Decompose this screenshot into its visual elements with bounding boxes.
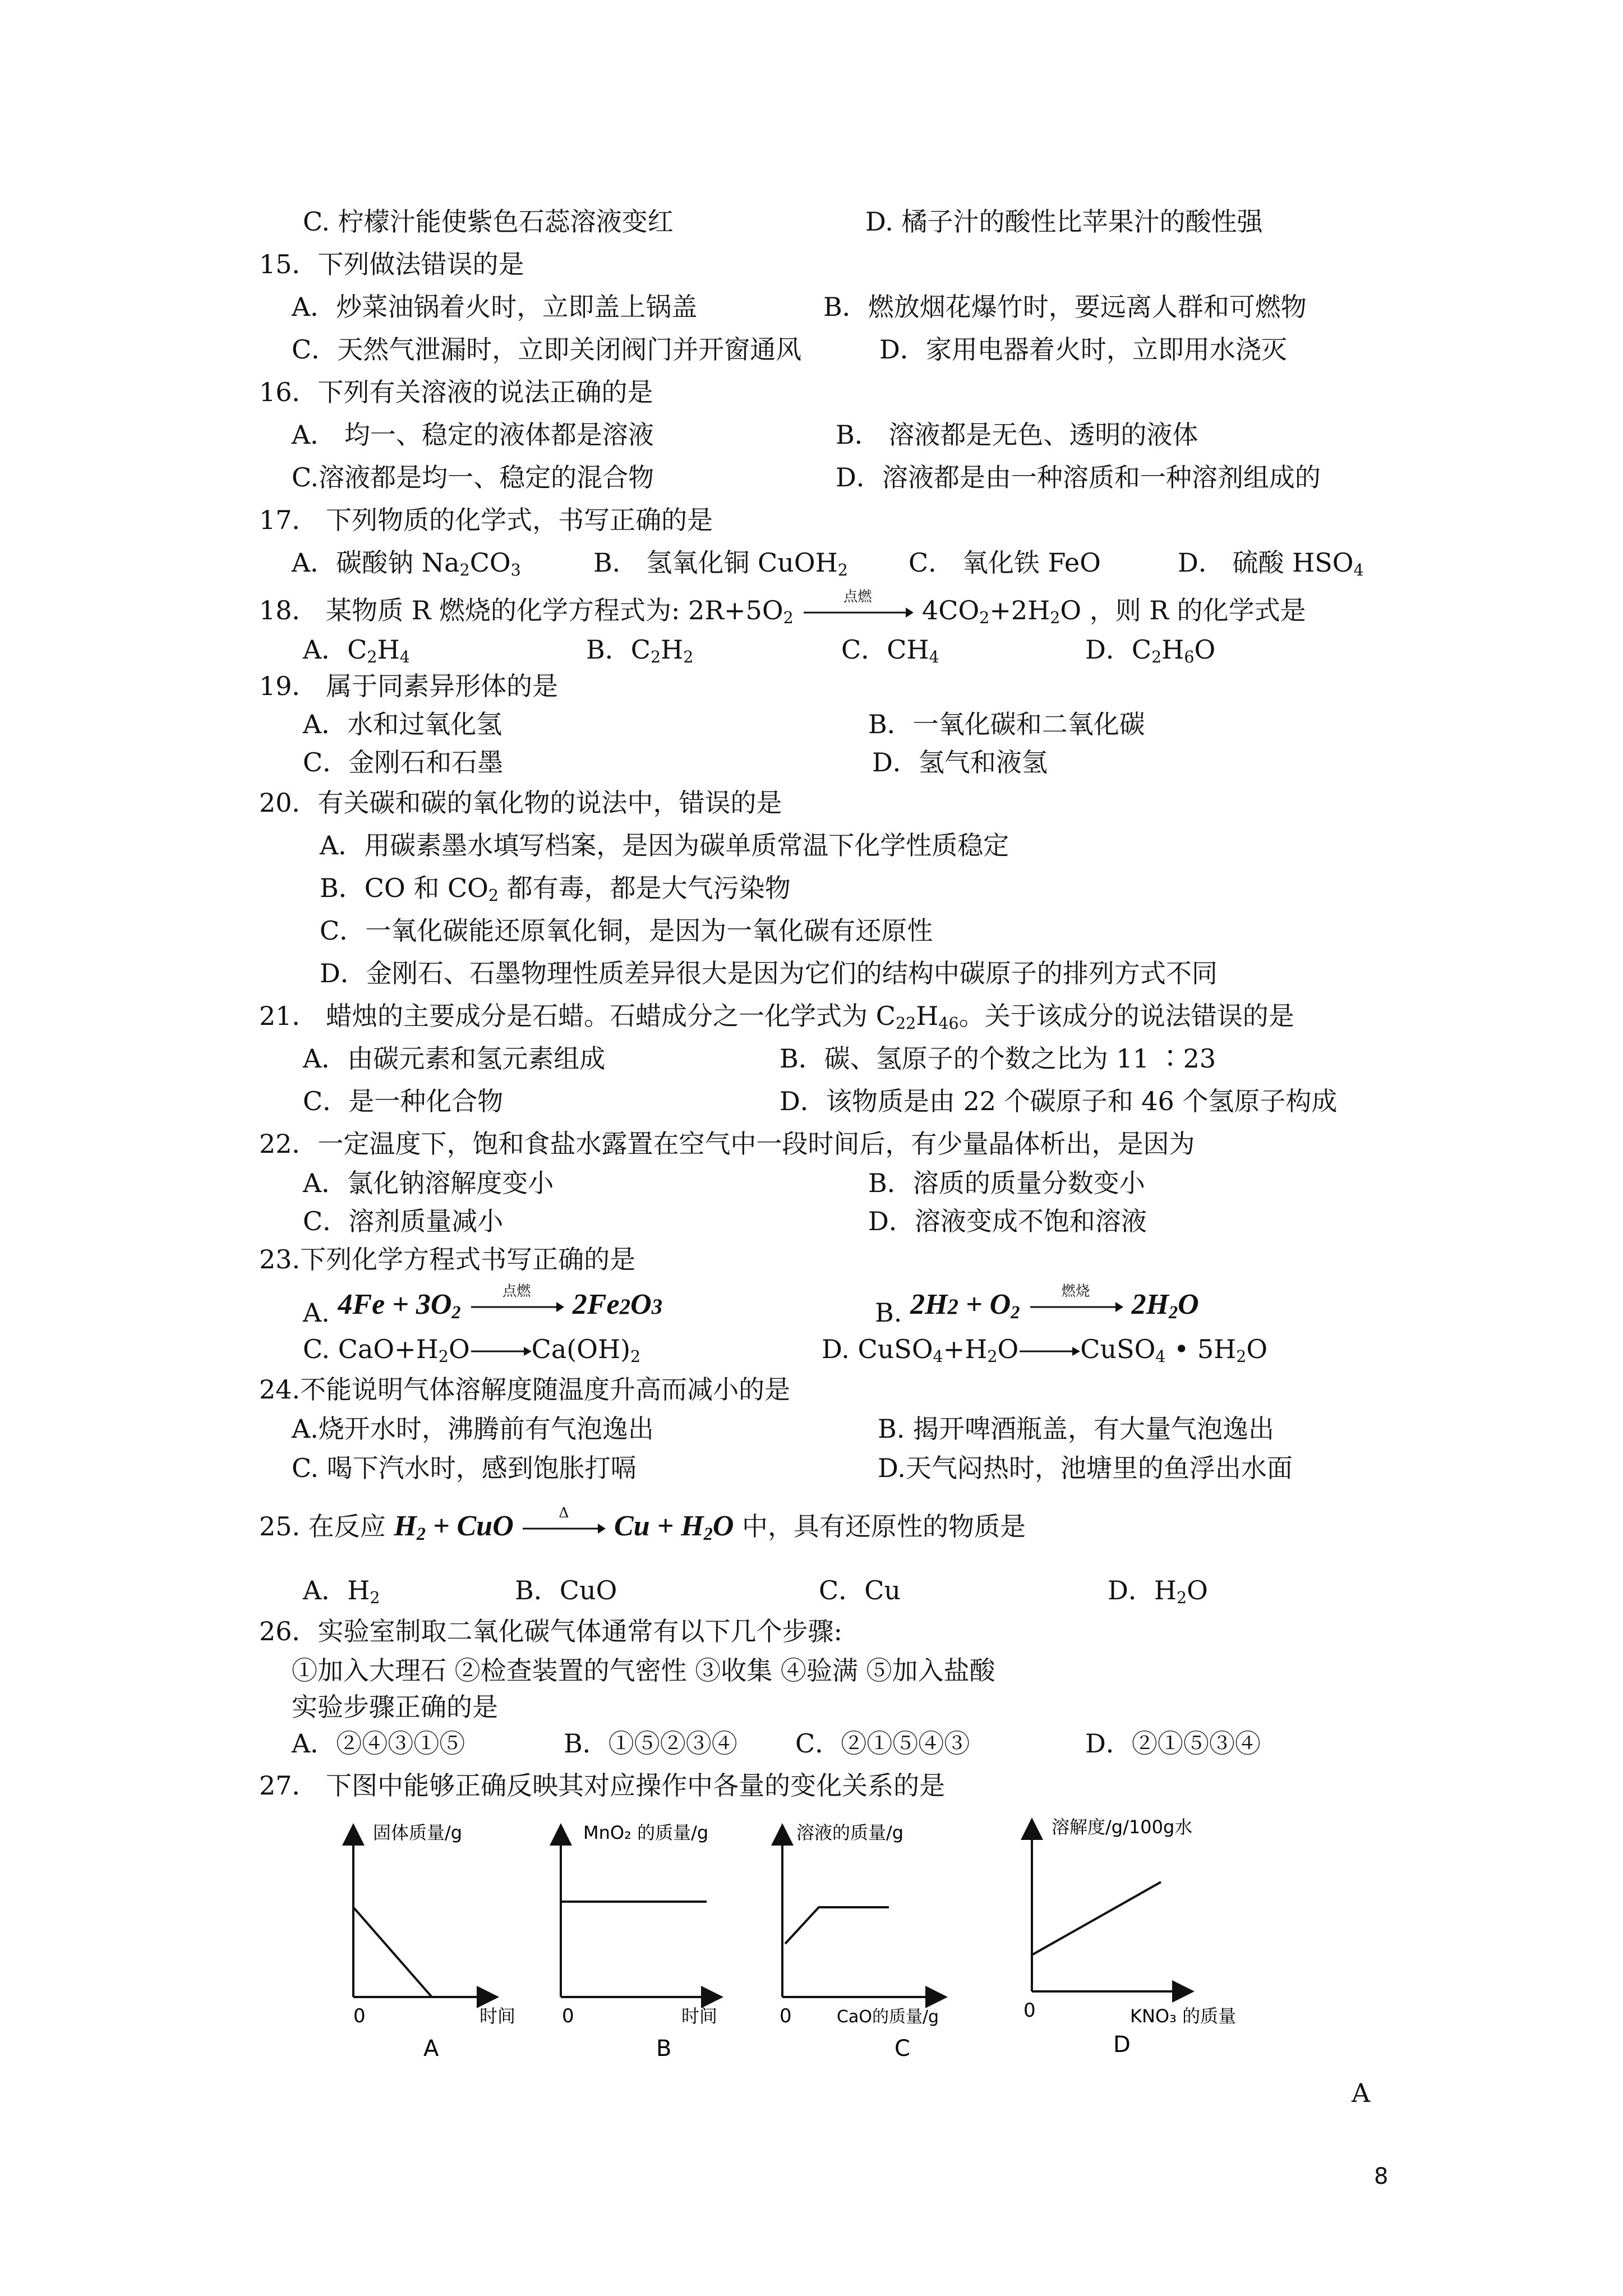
q21-option-b: B．碳、氢原子的个数之比为 11 ∶23 [780,1043,1216,1074]
graph-a-ylabel: 固体质量/g [373,1822,463,1843]
q15-option-c: C．天然气泄漏时，立即关闭阀门并开窗通风 [292,334,802,365]
graph-b-tag: B [656,2036,672,2062]
q23-option-b: B. $2H2 + O_2$ 燃烧 $2H_2O$ [875,1283,1199,1328]
q20-option-d: D．金刚石、石墨物理性质差异很大是因为它们的结构中碳原子的排列方式不同 [320,958,1218,988]
q24-option-b: B. 揭开啤酒瓶盖，有大量气泡逸出 [878,1414,1275,1444]
reaction-arrow: 点燃 [469,1292,564,1318]
q24-stem: 24.不能说明气体溶解度随温度升高而减小的是 [259,1374,791,1405]
q18-option-c: C．$CH_4$ [841,634,939,667]
q18-option-b: B．$C_2H_2$ [586,634,694,667]
reaction-arrow [470,1343,532,1360]
q26-option-b: B．①⑤②③④ [564,1728,737,1759]
graph-a-xlabel: 时间 [479,2005,516,2027]
q20-option-c: C．一氧化碳能还原氧化铜，是因为一氧化碳有还原性 [320,915,933,946]
q18-option-d: D．$C_2H_6O$ [1085,634,1216,667]
q16-option-b: B． 溶液都是无色、透明的液体 [836,420,1198,450]
reaction-arrow: 点燃 [801,597,914,623]
q19-option-c: C．金刚石和石墨 [303,747,504,777]
graph-d-line [1032,1882,1161,1955]
q23-stem: 23.下列化学方程式书写正确的是 [259,1244,636,1274]
q19-option-d: D．氢气和液氢 [872,747,1048,777]
reaction-arrow: 燃烧 [1028,1292,1123,1318]
q16-option-d: D．溶液都是由一种溶质和一种溶剂组成的 [836,462,1321,493]
q25-option-a: A．$H_2$ [303,1575,380,1608]
graph-a [353,1822,515,2062]
q25-option-c: C．Cu [819,1575,901,1605]
q27-graphs [0,1812,1623,2092]
graph-d-tag: D [1113,2032,1131,2058]
q17-stem: 17． 下列物质的化学式，书写正确的是 [259,505,713,535]
graph-a-line [353,1907,432,1997]
q26-line2: 实验步骤正确的是 [292,1692,498,1722]
graph-b-xlabel: 时间 [681,2005,718,2027]
q14-option-c: C. 柠檬汁能使紫色石蕊溶液变红 [303,206,674,237]
q20-option-a: A．用碳素墨水填写档案，是因为碳单质常温下化学性质稳定 [320,830,1009,861]
q24-option-d: D.天气闷热时，池塘里的鱼浮出水面 [878,1453,1293,1483]
q26-option-c: C．②①⑤④③ [795,1728,970,1759]
q25-stem: 25. 在反应 $H_2$ + CuO Δ $Cu + H_2O$ 中，具有还原性的物质是 [259,1504,1026,1544]
reaction-arrow [1018,1343,1080,1360]
graph-b-origin: 0 [562,2005,574,2027]
q19-stem: 19． 属于同素异形体的是 [259,671,559,701]
q22-option-d: D．溶液变成不饱和溶液 [868,1206,1147,1236]
graph-b-ylabel: MnO₂ 的质量/g [583,1822,709,1843]
graph-d [1023,1816,1236,2058]
q17-option-d: D． 硫酸 $HSO_4$ [1178,547,1364,580]
q18-option-a: A．$C_2H_4$ [303,634,410,667]
q20-stem: 20．有关碳和碳的氧化物的说法中，错误的是 [259,788,782,818]
graph-c-ylabel: 溶液的质量/g [796,1822,904,1843]
q18-stem: 18． 某物质 R 燃烧的化学方程式为: $2R+5O_2$ 点燃 $4CO_2+2H_2O$ ，则 R 的化学式是 [259,588,1306,628]
q15-stem: 15．下列做法错误的是 [259,249,524,279]
q26-option-d: D．②①⑤③④ [1085,1728,1261,1759]
q19-option-b: B．一氧化碳和二氧化碳 [868,709,1145,739]
q22-option-c: C．溶剂质量减小 [303,1206,504,1236]
graph-c-tag: C [895,2036,910,2062]
q16-stem: 16．下列有关溶液的说法正确的是 [259,377,653,407]
q15-option-d: D．家用电器着火时，立即用水浇灭 [879,334,1287,365]
q22-option-b: B．溶质的质量分数变小 [868,1168,1145,1198]
q27-answer: A [1352,2078,1371,2108]
graph-d-ylabel: 溶解度/g/100g水 [1052,1816,1193,1838]
q23-option-c: C. $CaO+H_2O$ $Ca(OH)_2$ [303,1334,641,1366]
q21-option-c: C．是一种化合物 [303,1086,504,1116]
graph-c-xlabel: CaO的质量/g [837,2007,939,2027]
reaction-arrow: Δ [522,1513,606,1539]
q22-stem: 22．一定温度下，饱和食盐水露置在空气中一段时间后，有少量晶体析出，是因为 [259,1129,1195,1159]
graph-c [780,1822,939,2062]
q21-stem: 21． 蜡烛的主要成分是石蜡。石蜡成分之一化学式为 $C_{22}H_{46}$。关于该成分的说法错误的是 [259,1001,1294,1033]
q21-option-d: D．该物质是由 22 个碳原子和 46 个氢原子构成 [780,1086,1338,1116]
q21-option-a: A．由碳元素和氢元素组成 [303,1043,606,1074]
q24-option-c: C. 喝下汽水时，感到饱胀打嗝 [292,1453,637,1483]
q20-option-b: B．CO 和 $CO_2$ 都有毒，都是大气污染物 [320,873,791,905]
page-number: 8 [1374,2164,1389,2189]
q25-option-d: D．$H_2O$ [1108,1575,1208,1608]
q17-option-c: C． 氧化铁 FeO [909,547,1101,578]
q16-option-a: A． 均一、稳定的液体都是溶液 [292,420,654,450]
q15-option-a: A．炒菜油锅着火时，立即盖上锅盖 [292,292,698,322]
q16-option-c: C.溶液都是均一、稳定的混合物 [292,462,654,493]
q23-option-d: D. $CuSO_4+H_2O$ CuSO$_4$ • $5H_2O$ [822,1334,1268,1366]
q26-steps: ①加入大理石 ②检查装置的气密性 ③收集 ④验满 ⑤加入盐酸 [292,1655,995,1686]
q15-option-b: B．燃放烟花爆竹时，要远离人群和可燃物 [823,292,1307,322]
graph-c-line [785,1907,889,1944]
q24-option-a: A.烧开水时，沸腾前有气泡逸出 [292,1414,654,1444]
graph-d-xlabel: KNO₃ 的质量 [1130,2005,1237,2027]
q17-option-a: A．碳酸钠 $Na_2CO_3$ [292,547,521,580]
q26-option-a: A．②④③①⑤ [292,1728,465,1759]
graph-b [561,1822,717,2062]
q25-option-b: B．CuO [515,1575,617,1605]
q23-option-a: A. $4Fe + 3O_2$ 点燃 2Fe2O3 [303,1283,663,1328]
graph-a-origin: 0 [353,2005,366,2027]
graph-d-origin: 0 [1023,1999,1036,2022]
q14-option-d: D. 橘子汁的酸性比苹果汁的酸性强 [865,206,1263,237]
q27-stem: 27． 下图中能够正确反映其对应操作中各量的变化关系的是 [259,1770,946,1801]
q26-stem: 26．实验室制取二氧化碳气体通常有以下几个步骤: [259,1616,843,1646]
q17-option-b: B． 氢氧化铜 CuOH$_2$ [593,547,848,580]
q19-option-a: A．水和过氧化氢 [303,709,502,739]
graph-c-origin: 0 [780,2005,792,2027]
graph-a-tag: A [423,2036,439,2062]
q22-option-a: A．氯化钠溶解度变小 [303,1168,554,1198]
